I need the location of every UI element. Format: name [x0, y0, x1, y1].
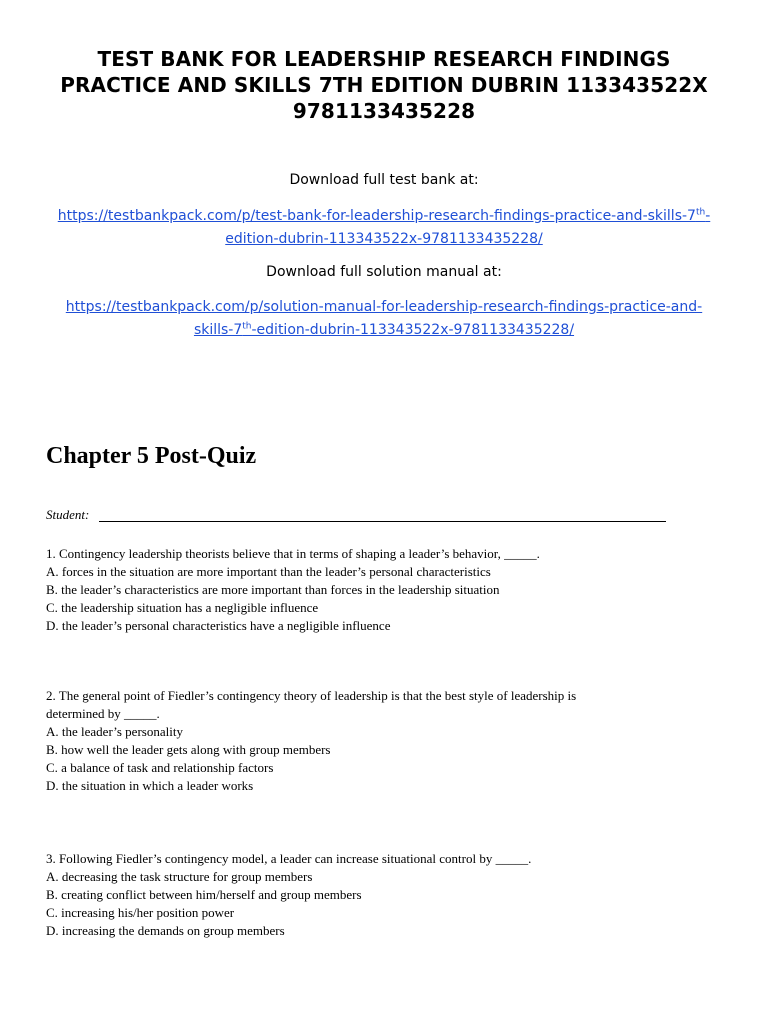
- test-bank-link-text-b[interactable]: -: [705, 208, 711, 224]
- title-line-3: 9781133435228: [292, 99, 476, 123]
- question-1: [46, 545, 726, 635]
- solution-manual-link-text-a[interactable]: skills-7: [193, 322, 243, 338]
- question-1-option-c: C. the leadership situation has a negligible influence: [46, 600, 319, 615]
- test-bank-link-superscript[interactable]: th: [695, 207, 706, 218]
- question-3-option-c: C. increasing his/her position power: [46, 905, 235, 920]
- question-1-stem: 1. Contingency leadership theorists believe that in terms of shaping a leader’s behavior, _____.: [46, 546, 540, 561]
- question-2-stem-line-2: determined by _____.: [46, 706, 160, 721]
- test-bank-link-line-2[interactable]: [20, 228, 748, 250]
- question-3-option-b: B. creating conflict between him/herself and group members: [46, 887, 362, 902]
- test-bank-link[interactable]: [58, 208, 711, 224]
- solution-manual-link-text-b[interactable]: -edition-dubrin-113343522x-9781133435228/: [251, 322, 575, 338]
- question-3: [46, 850, 726, 940]
- student-label: Student:: [46, 507, 90, 522]
- test-bank-link-line-1[interactable]: [20, 205, 748, 227]
- solution-manual-link[interactable]: https://testbankpack.com/p/solution-manual-for-leadership-research-findings-practice-and-: [65, 299, 703, 315]
- title-line-2: PRACTICE AND SKILLS 7TH EDITION DUBRIN 113343522X: [60, 73, 708, 97]
- solution-manual-link-line-1[interactable]: [20, 296, 748, 318]
- question-3-option-a: A. decreasing the task structure for group members: [46, 869, 313, 884]
- question-3-option-d: D. increasing the demands on group members: [46, 923, 285, 938]
- document-title: [30, 46, 738, 124]
- question-2-option-b: B. how well the leader gets along with group members: [46, 742, 331, 757]
- solution-manual-link-continued[interactable]: [194, 322, 574, 338]
- student-name-line[interactable]: [99, 521, 666, 522]
- question-2: [46, 687, 726, 795]
- student-field[interactable]: [46, 505, 666, 525]
- question-1-option-d: D. the leader’s personal characteristics have a negligible influence: [46, 618, 391, 633]
- test-bank-link-text-a[interactable]: https://testbankpack.com/p/test-bank-for-leadership-research-findings-practice-and-skills-7: [57, 208, 696, 224]
- test-bank-link-continued[interactable]: edition-dubrin-113343522x-9781133435228/: [225, 231, 543, 247]
- question-2-option-a: A. the leader’s personality: [46, 724, 183, 739]
- question-2-option-d: D. the situation in which a leader works: [46, 778, 254, 793]
- solution-manual-link-superscript[interactable]: th: [242, 321, 252, 332]
- question-3-stem: 3. Following Fiedler’s contingency model, a leader can increase situational control by _____.: [46, 851, 532, 866]
- solution-manual-link-line-2[interactable]: [20, 319, 748, 341]
- question-2-option-c: C. a balance of task and relationship factors: [46, 760, 274, 775]
- solution-manual-download-label: Download full solution manual at:: [266, 264, 502, 280]
- title-line-1: TEST BANK FOR LEADERSHIP RESEARCH FINDINGS: [97, 47, 671, 71]
- test-bank-download-label: Download full test bank at:: [289, 172, 479, 188]
- question-1-option-a: A. forces in the situation are more important than the leader’s personal characteristics: [46, 564, 491, 579]
- chapter-title: Chapter 5 Post-Quiz: [46, 443, 257, 469]
- question-2-stem-line-1: 2. The general point of Fiedler’s contingency theory of leadership is that the best style of leadership is: [46, 688, 577, 703]
- question-1-option-b: B. the leader’s characteristics are more important than forces in the leadership situation: [46, 582, 500, 597]
